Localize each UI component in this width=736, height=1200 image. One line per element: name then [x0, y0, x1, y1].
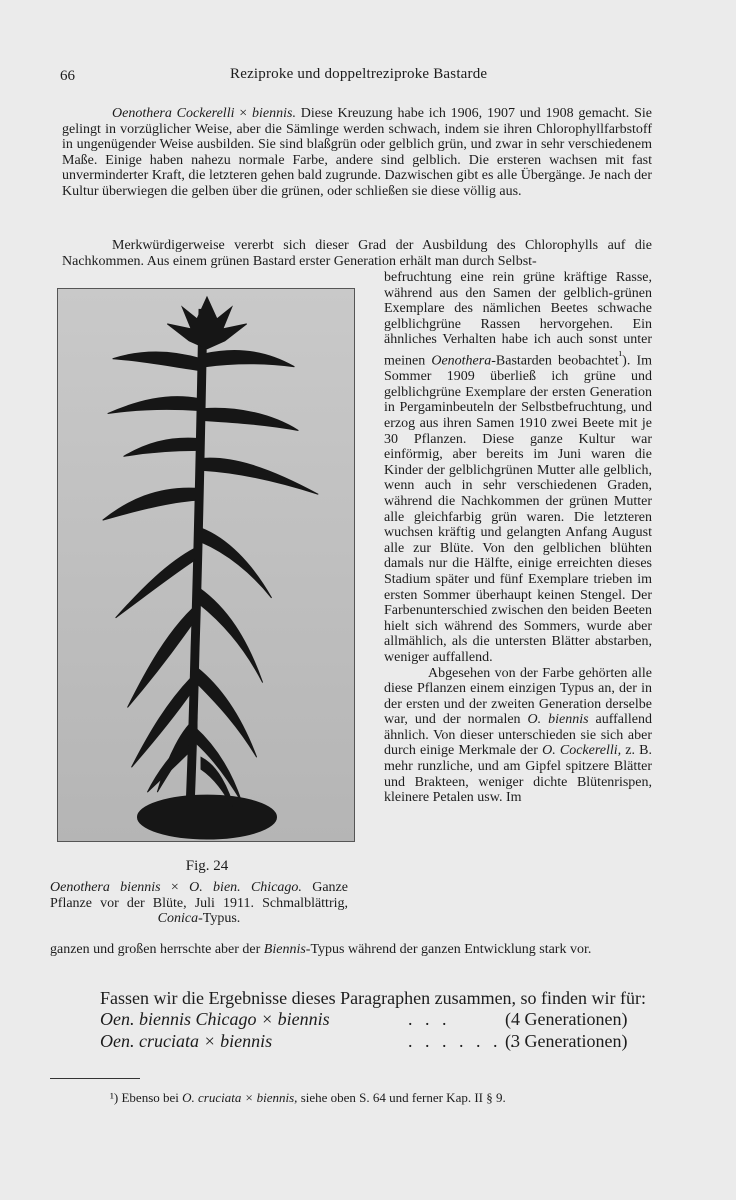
- caption-type: Conica: [157, 911, 199, 927]
- cross-name: Oen. biennis Chicago × biennis: [100, 1009, 330, 1029]
- species-name: Oenothera Cockerelli: [112, 106, 235, 121]
- footnote-rule: [50, 1078, 140, 1079]
- paragraph-text: -Bastarden beobachtet: [491, 353, 619, 369]
- running-title: Reziproke und doppeltreziproke Bastarde: [230, 66, 488, 82]
- paragraph-chlorophyll: Merkwürdigerweise vererbt sich dieser Grad der Ausbildung des Chlorophylls auf die Nachkommen. Aus einem grünen Bastard erster Generation erhält man durch Selbst-: [62, 238, 652, 269]
- caption-text: Ganze Pflanze vor der Blüte, Juli 1911. Schmalblättrig,: [50, 880, 348, 911]
- right-column-text: [384, 270, 652, 806]
- leader-dots: . . . . . . .: [408, 1031, 519, 1051]
- caption-text: -Typus.: [198, 911, 241, 927]
- footnote-ref: ¹: [618, 348, 623, 362]
- figure-label: Fig. 24: [185, 858, 229, 874]
- page-number: 66: [60, 68, 75, 84]
- footnote-marker: ¹): [110, 1090, 119, 1105]
- cross-sign: ×: [160, 880, 190, 895]
- paragraph-type: [384, 666, 652, 806]
- footnote-text: siehe oben S. 64 und ferner Kap. II § 9.: [297, 1090, 506, 1105]
- caption-species: O. bien. Chicago.: [189, 880, 302, 895]
- paragraph-selfing: [384, 270, 652, 666]
- species-name: O. cruciata × biennis,: [182, 1090, 298, 1105]
- cross-name: Oen. cruciata × biennis: [100, 1031, 273, 1051]
- cross-sign: ×: [234, 106, 253, 121]
- paragraph-cockerelli-cross: [62, 106, 652, 200]
- footnote: [110, 1090, 670, 1106]
- figure-caption: [50, 880, 348, 927]
- type-name: Biennis: [263, 942, 306, 957]
- summary-section: [50, 988, 670, 1053]
- paragraph-text: ganzen und großen herrschte aber der: [50, 942, 264, 957]
- paragraph-text: ). Im Sommer 1909 überließ ich grüne und gelblichgrüne Exemplare der ersten Generation in Pergaminbeuteln der Selbstbefruchtung, und erzog aus ihren Samen 1910 zwei Beete mit je 30 Pflanzen. Diese ganze Kultur war einförmig, aber bereits im Juni waren die Kinder der gelblichgrünen Mutter alle gelblich, wenn auch in sehr verschiedenen Graden, während die Nachkommen der grünen Mutter alle gleichfarbig grün waren. Die letzteren wuchsen kräftig und gelangten Anfang August alle zur Blüte. Von den gelblichen blühten damals nur die Hälfte, einige erreichten dieses Stadium später und fünf Exemplare trieben im ersten Sommer überhaupt keinen Stengel. Der Farbenunterschied zwischen den beiden Beeten hielt sich während des Sommers, wurde aber allmählich, als die untersten Blätter abstarben, weniger auffallend.: [384, 353, 653, 665]
- paragraph-text: z. B. mehr runzliche, und am Gipfel spitzere Blätter und Brakteen, weniger dichte Blütenrispen, kleinere Petalen usw. Im: [384, 743, 653, 806]
- species-name: O. biennis: [527, 712, 589, 728]
- summary-intro: Fassen wir die Ergebnisse dieses Paragraphen zusammen, so finden wir für:: [100, 988, 647, 1008]
- footnote-text: Ebenso bei: [118, 1090, 183, 1105]
- summary-row: [50, 1009, 670, 1031]
- paragraph-text: auffallend ähnlich. Von dieser unterschieden sie sich aber durch einige Merkmale der: [384, 712, 652, 759]
- species-name: O. Cockerelli,: [542, 743, 622, 759]
- species-name: biennis.: [252, 106, 296, 121]
- plant-photograph: [57, 288, 355, 842]
- paragraph-text: Diese Kreuzung habe ich 1906, 1907 und 1908 gemacht. Sie gelingt in vorzüglicher Weise, aber die Sämlinge werden schwach, indem sie ihren Chlorophyllfarbstoff in ungenügender Weise ausbilden. Sie sind blaßgrün oder gelblich grün, und zwar in sehr verschiedenem Maße. Einige haben nahezu normale Farbe, andere sind gelblich. Die ersteren wachsen mit fast unverminderter Kraft, die letzteren gehen bald zugrunde. Dazwischen gibt es alle Übergänge. Je nach der Kultur überwiegen die gelben über die grünen, oder schließen sie diese völlig aus.: [62, 106, 652, 199]
- caption-species: Oenothera biennis: [50, 880, 161, 895]
- page-header: [60, 68, 660, 88]
- generation-count: (3 Generationen): [505, 1031, 628, 1051]
- summary-row: [50, 1031, 670, 1053]
- generation-count: (4 Generationen): [505, 1009, 628, 1029]
- paragraph-tail: [50, 942, 654, 958]
- paragraph-text: befruchtung eine rein grüne kräftige Rasse, während aus den Samen der gelblich-grünen Exemplare des nämlichen Beetes schwache gelblichgrüne Rassen hervorgehen. Ein ähnliches Verhalten habe ich auch sonst unter meinen: [384, 270, 652, 369]
- paragraph-text: Abgesehen von der Farbe gehörten alle diese Pflanzen einem einzigen Typus an, der in der ersten und der zweiten Generation derselbe war, und der normalen: [384, 665, 652, 728]
- leader-dots: . . .: [408, 1009, 451, 1029]
- plant-photo-svg: [58, 289, 354, 841]
- genus-name: Oenothera: [431, 353, 492, 369]
- paragraph-text: -Typus während der ganzen Entwicklung stark vor.: [305, 942, 592, 957]
